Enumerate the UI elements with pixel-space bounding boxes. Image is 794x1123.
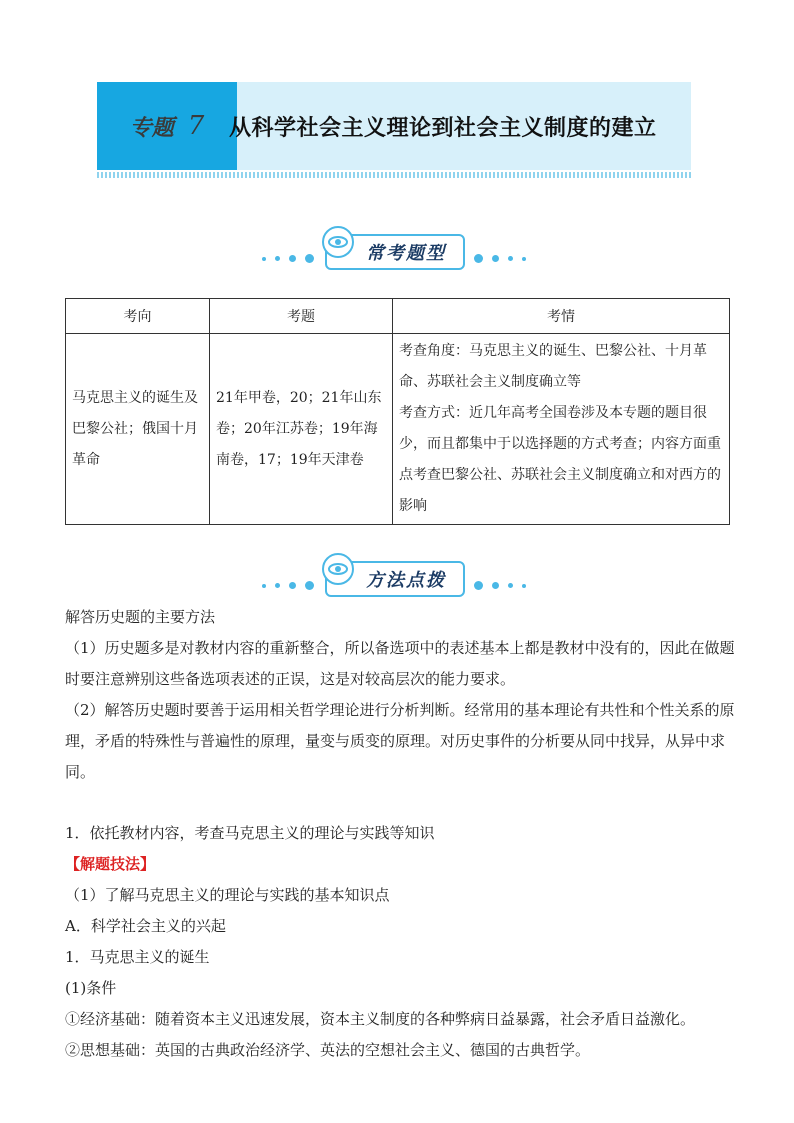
section-title: 常考题型 bbox=[366, 243, 446, 264]
method-section bbox=[65, 602, 740, 788]
content-a1: 1．马克思主义的诞生 bbox=[65, 948, 210, 966]
cell-direction: 马克思主义的诞生及巴黎公社；俄国十月革命 bbox=[66, 334, 210, 525]
content-item-1: 1．依托教材内容，考查马克思主义的理论与实践等知识 bbox=[65, 824, 435, 842]
content-section bbox=[65, 818, 740, 1066]
situation-angle: 考查角度：马克思主义的诞生、巴黎公社、十月革命、苏联社会主义制度确立等 bbox=[399, 343, 707, 390]
eye-icon bbox=[322, 226, 354, 258]
method-paragraph-1: （1）历史题多是对教材内容的重新整合，所以备选项中的表述基本上都是教材中没有的，因此在做题时要注意辨别这些备选项表述的正误，这是对较高层次的能力要求。 bbox=[65, 639, 735, 688]
topic-label-block bbox=[97, 82, 237, 170]
cell-situation bbox=[393, 334, 730, 525]
exam-table bbox=[65, 298, 730, 525]
content-a: A．科学社会主义的兴起 bbox=[65, 917, 226, 935]
topic-number: 7 bbox=[187, 111, 205, 141]
table-header-row bbox=[66, 299, 730, 334]
banner-underline bbox=[97, 172, 691, 178]
cell-questions: 21年甲卷，20；21年山东卷；20年江苏卷；19年海南卷，17；19年天津卷 bbox=[210, 334, 393, 525]
topic-title-block bbox=[229, 82, 691, 170]
dots-left bbox=[262, 254, 314, 263]
section-header-common-questions bbox=[0, 226, 794, 276]
eye-icon bbox=[322, 553, 354, 585]
dots-left bbox=[262, 581, 314, 590]
situation-method: 考查方式：近几年高考全国卷涉及本专题的题目很少，而且都集中于以选择题的方式考查；内容方面重点考查巴黎公社、苏联社会主义制度确立和对西方的影响 bbox=[399, 405, 721, 514]
dots-right bbox=[474, 254, 526, 263]
topic-title: 从科学社会主义理论到社会主义制度的建立 bbox=[229, 114, 657, 141]
table-header: 考向 bbox=[66, 299, 210, 334]
table-row bbox=[66, 334, 730, 525]
content-economic-basis: ①经济基础：随着资本主义迅速发展，资本主义制度的各种弊病日益暴露，社会矛盾日益激化。 bbox=[65, 1010, 696, 1028]
topic-label: 专题 bbox=[129, 114, 174, 141]
topic-banner bbox=[97, 82, 691, 170]
dots-right bbox=[474, 581, 526, 590]
tip-label: 【解题技法】 bbox=[65, 855, 156, 873]
content-conditions: (1)条件 bbox=[65, 979, 117, 997]
section-title: 方法点拨 bbox=[366, 570, 446, 591]
method-heading: 解答历史题的主要方法 bbox=[65, 608, 216, 626]
table-header: 考情 bbox=[393, 299, 730, 334]
content-sub-1: （1）了解马克思主义的理论与实践的基本知识点 bbox=[65, 886, 390, 904]
method-paragraph-2: （2）解答历史题时要善于运用相关哲学理论进行分析判断。经常用的基本理论有共性和个性关系的原理，矛盾的特殊性与普遍性的原理，量变与质变的原理。对历史事件的分析要从同中找异，从异中求同。 bbox=[65, 701, 735, 781]
section-header-method bbox=[0, 553, 794, 603]
content-thought-basis: ②思想基础：英国的古典政治经济学、英法的空想社会主义、德国的古典哲学。 bbox=[65, 1041, 591, 1059]
table-header: 考题 bbox=[210, 299, 393, 334]
